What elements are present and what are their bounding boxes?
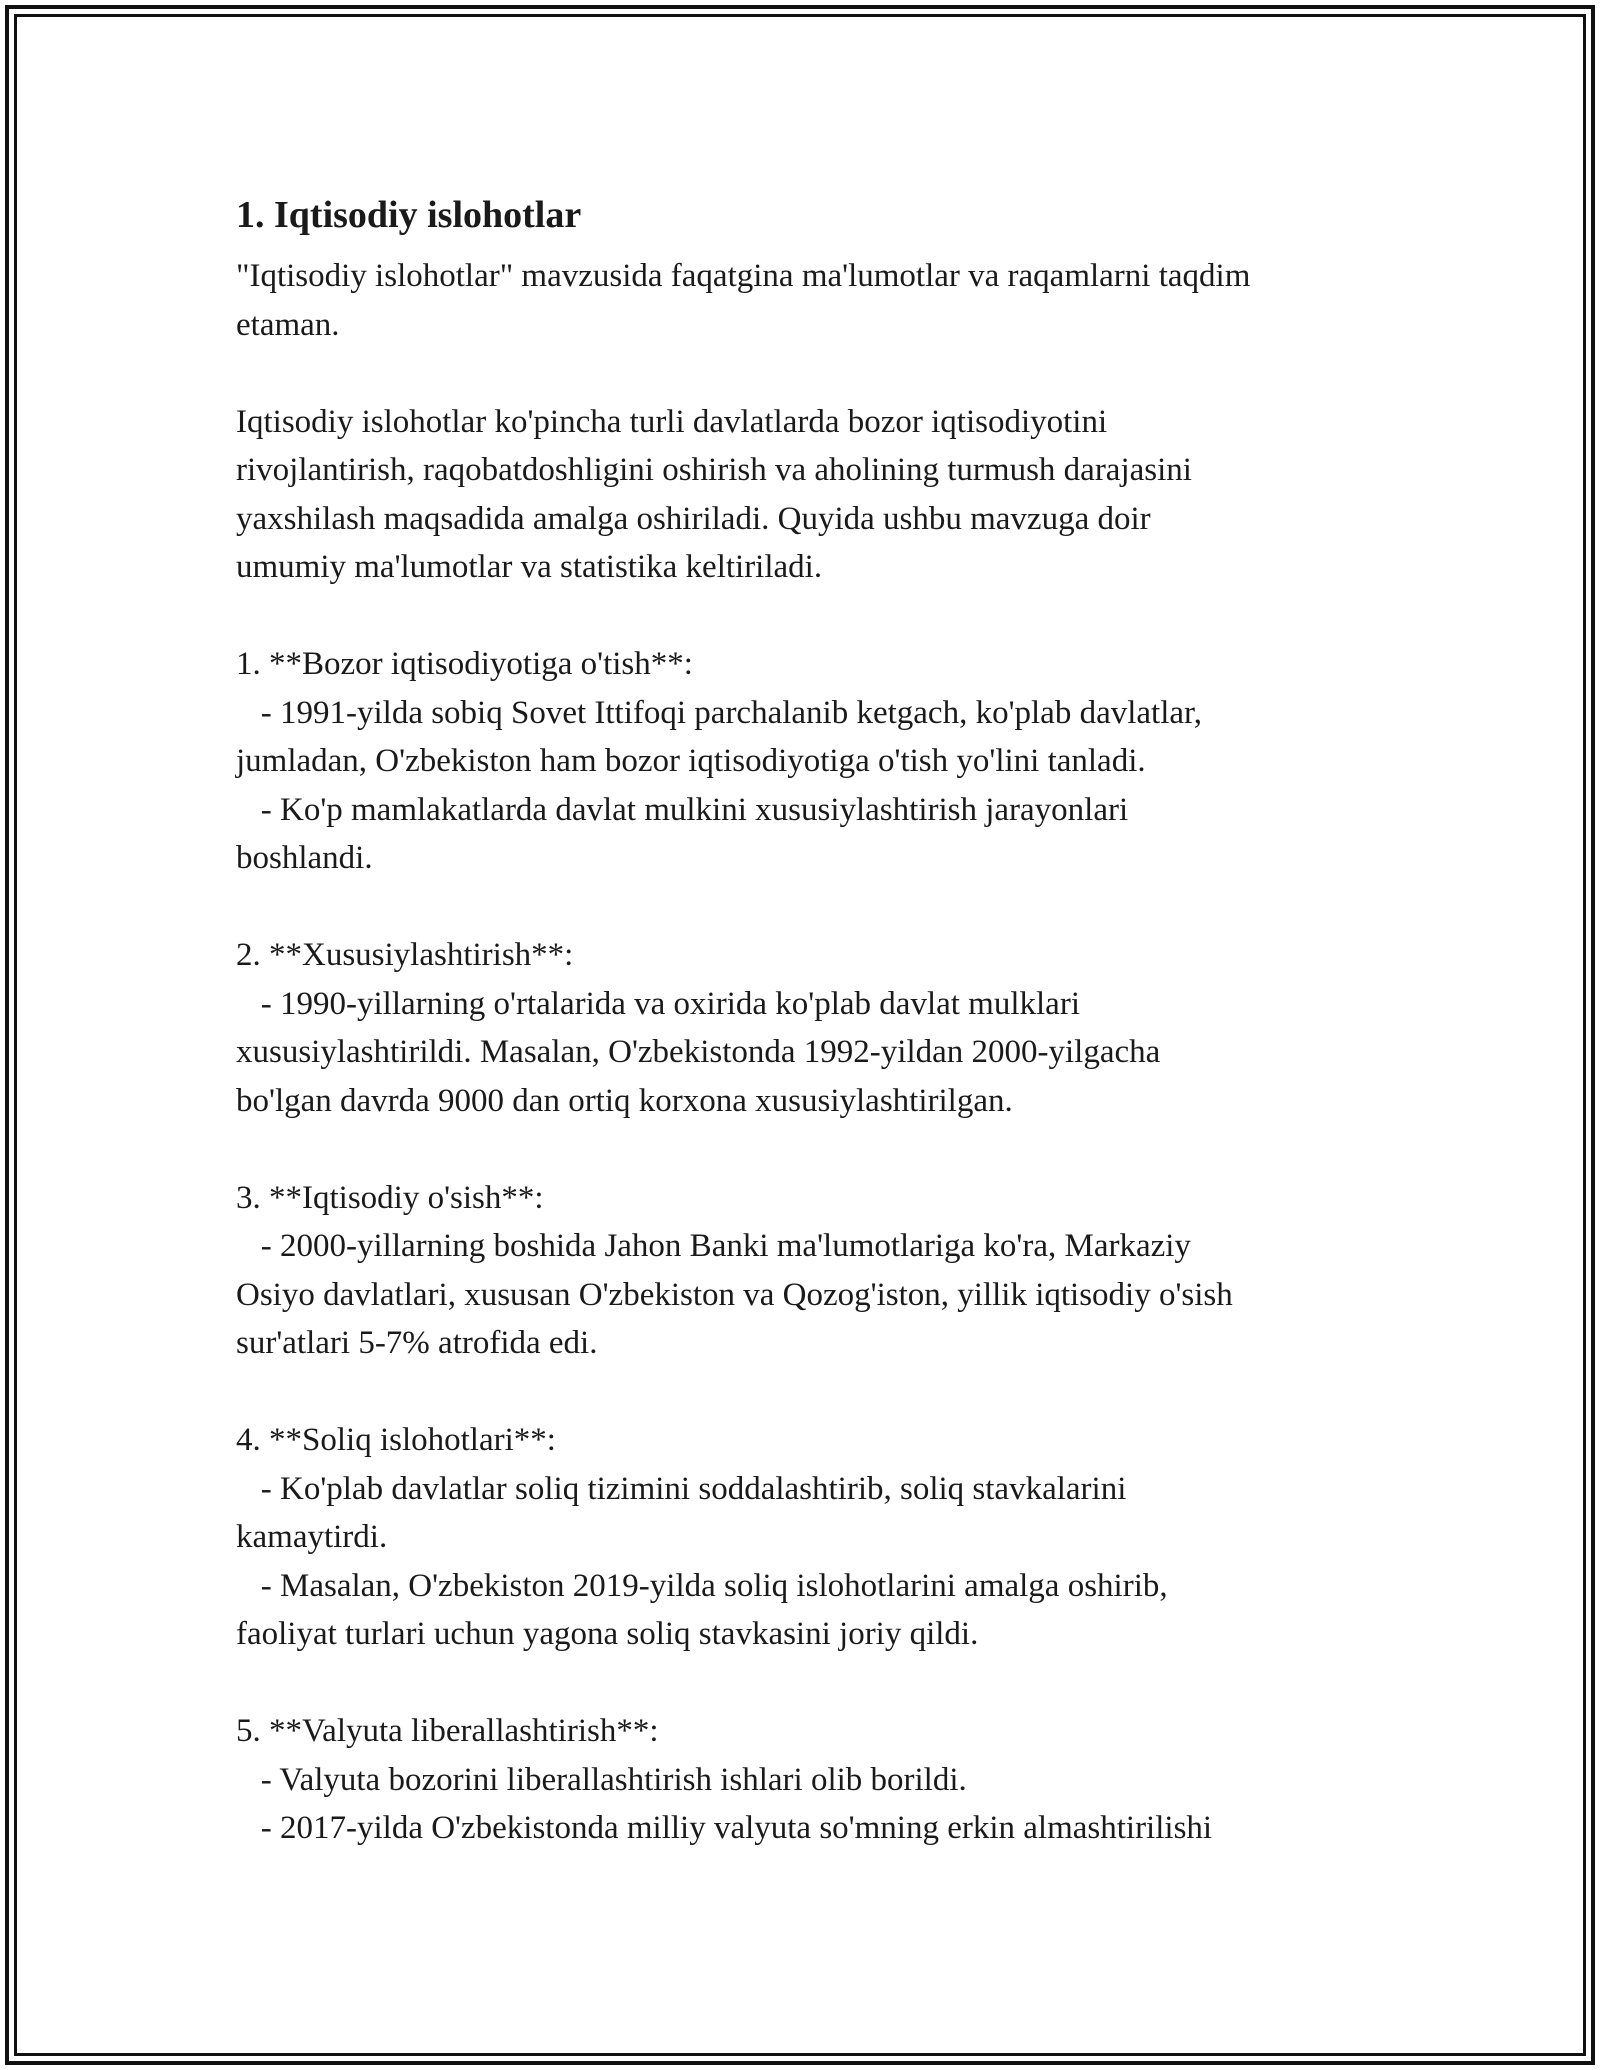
section-heading: 5. **Valyuta liberallashtirish**: [236,1713,659,1749]
section-currency-liberalization [236,1707,1376,1853]
text-line: sur'atlari 5-7% atrofida edi. [236,1325,598,1361]
text-line: rivojlantirish, raqobatdoshligini oshirish va aholining turmush darajasini [236,452,1192,488]
paragraph-gap [236,1125,1376,1174]
section-heading: 4. **Soliq islohotlari**: [236,1422,556,1458]
text-line: - 1991-yilda sobiq Sovet Ittifoqi parchalanib ketgach, ko'plab davlatlar, [236,694,1202,731]
text-line: - 2017-yilda O'zbekistonda milliy valyuta so'mning erkin almashtirilishi [236,1810,1213,1846]
text-line: umumiy ma'lumotlar va statistika keltiriladi. [236,549,823,585]
section-heading: 3. **Iqtisodiy o'sish**: [236,1179,544,1216]
text-line: - Ko'plab davlatlar soliq tizimini soddalashtirib, soliq stavkalarini [236,1470,1127,1507]
text-line: - Masalan, O'zbekiston 2019-yilda soliq islohotlarini amalga oshirib, [236,1567,1168,1604]
text-line: - Ko'p mamlakatlarda davlat mulkini xususiylashtirish jarayonlari [236,791,1129,828]
document-page [236,186,1376,1853]
text-line: - 1990-yillarning o'rtalarida va oxirida ko'plab davlat mulklari [236,985,1080,1022]
paragraph-intro [236,252,1376,349]
text-line: faoliyat turlari uchun yagona soliq stavkasini joriy qildi. [236,1616,979,1652]
section-heading: 2. **Xususiylashtirish**: [236,937,574,973]
section-heading: 1. **Bozor iqtisodiyotiga o'tish**: [236,646,693,682]
paragraph-gap [236,349,1376,398]
text-line: jumladan, O'zbekiston ham bozor iqtisodiyotiga o'tish yo'lini tanladi. [236,743,1146,779]
document-title: 1. Iqtisodiy islohotlar [236,194,582,236]
section-tax-reforms [236,1416,1376,1659]
paragraph-gap [236,592,1376,641]
text-line: "Iqtisodiy islohotlar" mavzusida faqatgina ma'lumotlar va raqamlarni taqdim [236,258,1251,294]
text-line: xususiylashtirildi. Masalan, O'zbekistonda 1992-yildan 2000-yilgacha [236,1034,1161,1070]
paragraph-gap [236,883,1376,932]
text-line: - 2000-yillarning boshida Jahon Banki ma'lumotlariga ko'ra, Markaziy [236,1228,1191,1264]
section-market-transition [236,640,1376,883]
section-privatization [236,931,1376,1125]
text-line: yaxshilash maqsadida amalga oshiriladi. Quyida ushbu mavzuga doir [236,500,1151,537]
section-economic-growth [236,1174,1376,1368]
paragraph-overview [236,398,1376,592]
text-line: boshlandi. [236,840,373,876]
text-line: kamaytirdi. [236,1519,388,1555]
paragraph-gap [236,1659,1376,1708]
text-line: etaman. [236,306,340,343]
paragraph-gap [236,1368,1376,1417]
text-line: Iqtisodiy islohotlar ko'pincha turli davlatlarda bozor iqtisodiyotini [236,403,1108,440]
text-line: - Valyuta bozorini liberallashtirish ishlari olib borildi. [236,1761,967,1798]
text-line: bo'lgan davrda 9000 dan ortiq korxona xususiylashtirilgan. [236,1082,1013,1119]
text-line: Osiyo davlatlari, xususan O'zbekiston va Qozog'iston, yillik iqtisodiy o'sish [236,1276,1233,1313]
